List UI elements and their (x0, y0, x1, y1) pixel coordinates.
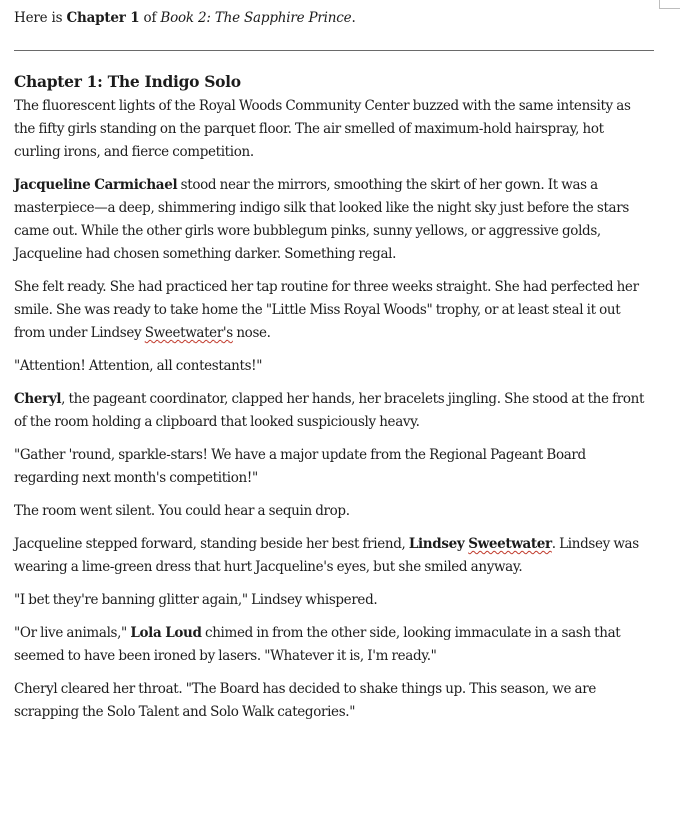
paragraph-1 (14, 95, 652, 164)
paragraph-text: "I bet they're banning glitter again," Lindsey whispered. (14, 592, 378, 608)
intro-line (14, 8, 652, 28)
paragraph-text: "Or live animals," (14, 625, 131, 641)
intro-chapter-label: Chapter 1 (66, 10, 140, 26)
spellcheck-flagged-word[interactable]: Sweetwater (468, 536, 552, 552)
character-name: Cheryl (14, 391, 62, 407)
paragraph-text: Jacqueline stepped forward, standing beside her best friend, (14, 536, 409, 552)
character-name: Jacqueline Carmichael (14, 177, 178, 193)
spellcheck-flagged-word[interactable]: Sweetwater's (144, 325, 233, 341)
paragraph-5 (14, 388, 652, 434)
character-name: Lola Loud (130, 625, 202, 641)
paragraph-text: nose. (232, 325, 271, 341)
paragraph-7 (14, 500, 652, 523)
chapter-heading: Chapter 1: The Indigo Solo (14, 72, 241, 91)
intro-suffix: . (351, 10, 356, 26)
paragraph-4 (14, 355, 652, 378)
paragraph-9 (14, 589, 652, 612)
page-corner-mark (659, 0, 680, 9)
horizontal-rule (14, 50, 654, 51)
paragraph-6 (14, 444, 652, 490)
paragraph-8 (14, 533, 652, 579)
intro-book-title: Book 2: The Sapphire Prince (160, 10, 352, 26)
character-name (409, 536, 552, 552)
paragraph-3 (14, 276, 652, 345)
character-first-name: Lindsey (408, 536, 469, 552)
paragraph-text: The fluorescent lights of the Royal Woods Community Center buzzed with the same intensity as the fifty girls standing on the parquet floor. The air smelled of maximum-hold hairspray, hot curling irons, and fierce competition. (14, 98, 631, 160)
paragraph-text: chimed in from the other side, looking immaculate in a sash that seemed to have been ironed by lasers. "Whatever it is, I'm ready." (14, 625, 621, 664)
paragraph-text: Cheryl cleared her throat. "The Board has decided to shake things up. This season, we are scrapping the Solo Talent and Solo Walk categories." (14, 681, 596, 720)
paragraph-text: The room went silent. You could hear a sequin drop. (14, 503, 350, 519)
paragraph-10 (14, 622, 652, 668)
paragraph-text: , the pageant coordinator, clapped her hands, her bracelets jingling. She stood at the front of the room holding a clipboard that looked suspiciously heavy. (14, 391, 645, 430)
paragraph-text: She felt ready. She had practiced her tap routine for three weeks straight. She had perfected her smile. She was ready to take home the "Little Miss Royal Woods" trophy, or at least steal it out from under Lindsey (14, 279, 639, 341)
intro-of: of (139, 10, 161, 26)
paragraph-text: . Lindsey was wearing a lime-green dress that hurt Jacqueline's eyes, but she smiled anyway. (14, 536, 639, 575)
paragraph-11 (14, 678, 652, 724)
paragraph-text: stood near the mirrors, smoothing the skirt of her gown. It was a masterpiece—a deep, shimmering indigo silk that looked like the night sky just before the stars came out. While the other girls wore bubblegum pinks, sunny yellows, or aggressive golds, Jacqueline had chosen something darker. Something regal. (14, 177, 629, 262)
paragraph-2 (14, 174, 652, 266)
intro-prefix: Here is (14, 10, 67, 26)
paragraph-text: "Attention! Attention, all contestants!" (14, 358, 263, 374)
paragraph-text: "Gather 'round, sparkle-stars! We have a major update from the Regional Pageant Board regarding next month's competition!" (14, 447, 586, 486)
